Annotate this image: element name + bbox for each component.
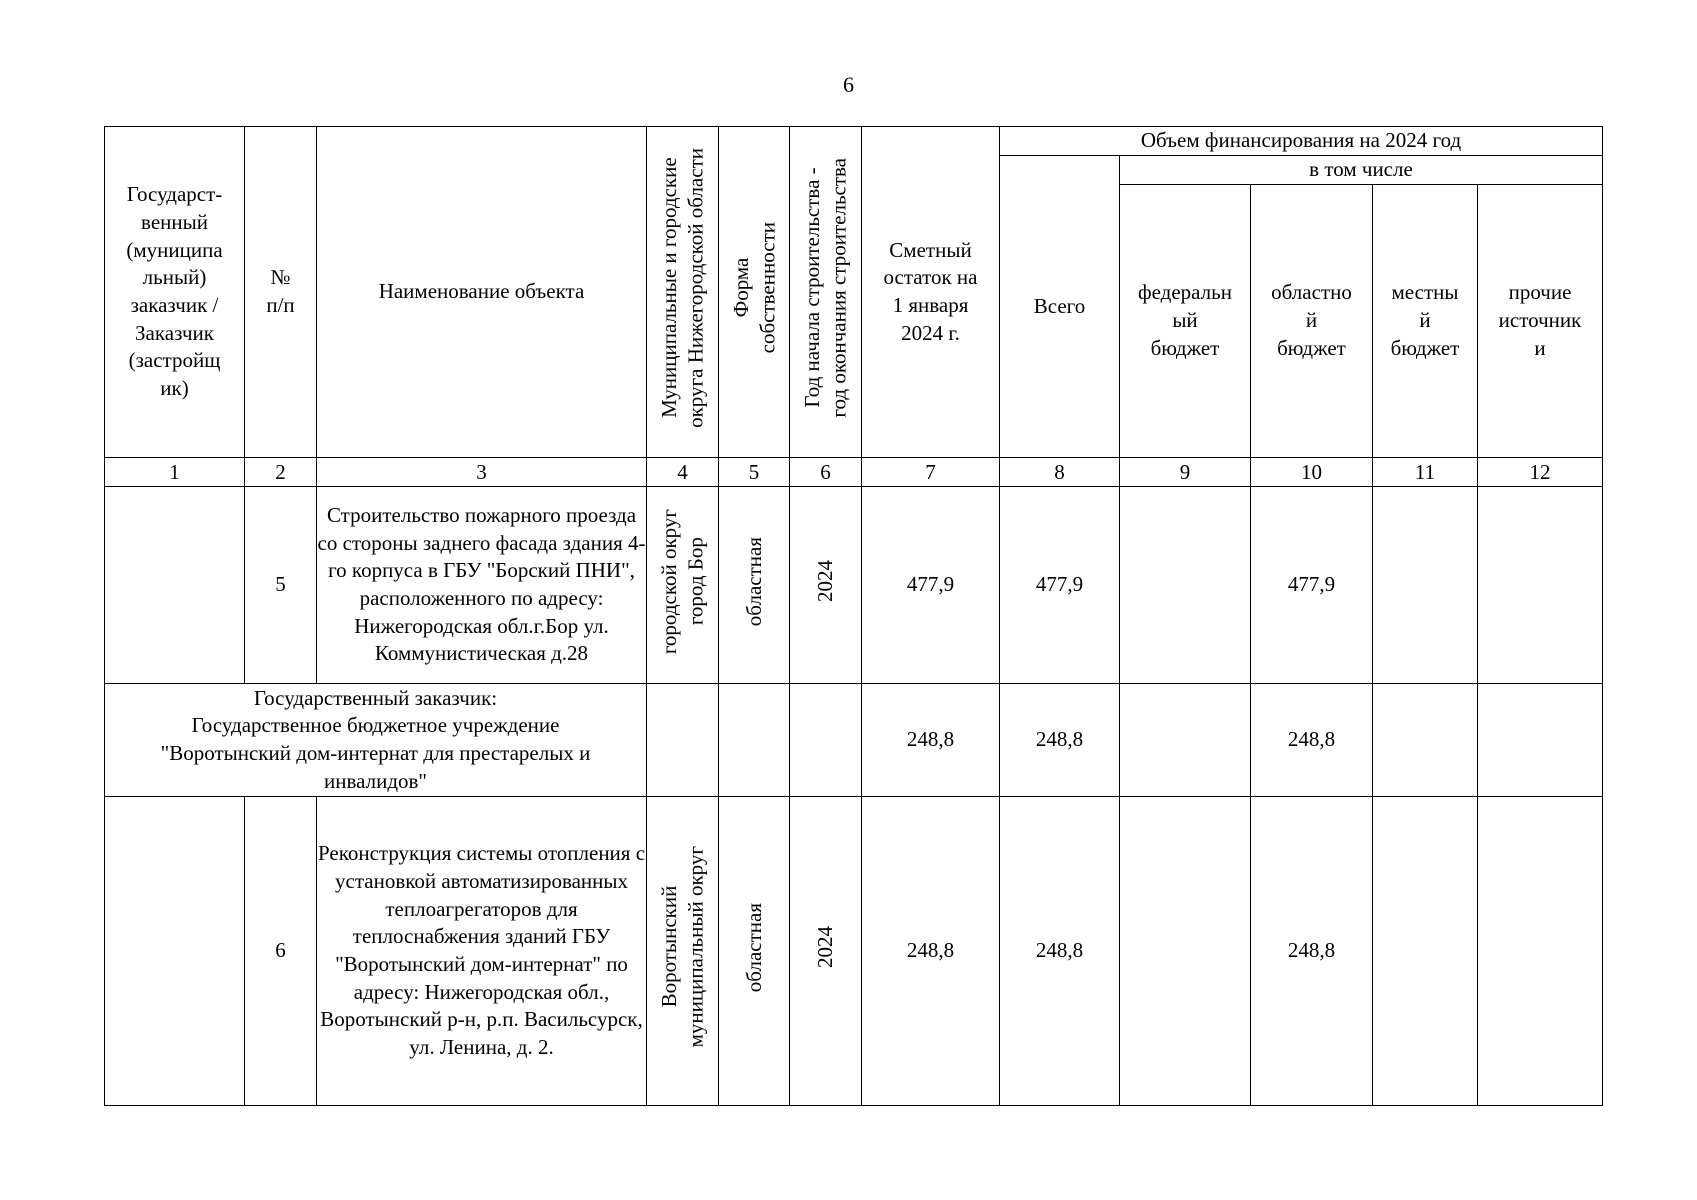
row-total: 248,8: [1000, 797, 1120, 1106]
row-local: [1373, 797, 1478, 1106]
header-federal: федеральн ый бюджет: [1120, 185, 1251, 458]
row-regional: 477,9: [1251, 487, 1373, 684]
header-customer: Государст- венный (муниципа льный) заказчик / Заказчик (застройщ ик): [105, 127, 245, 458]
column-number: 12: [1478, 458, 1603, 487]
header-other: прочие источник и: [1478, 185, 1603, 458]
row-ownership: [719, 797, 790, 1106]
row-years-label: 2024: [813, 560, 838, 603]
header-local: местны й бюджет: [1373, 185, 1478, 458]
row-number: 6: [245, 797, 317, 1106]
column-number: 3: [317, 458, 647, 487]
header-regional: областно й бюджет: [1251, 185, 1373, 458]
row-municipality-label: городской округ город Бор: [657, 508, 708, 654]
column-number: 9: [1120, 458, 1251, 487]
row-local: [1373, 487, 1478, 684]
row-ownership-label: областная: [741, 536, 766, 626]
row-ownership-label: областная: [741, 902, 766, 992]
group-title: Государственный заказчик: Государственное бюджетное учреждение "Воротынский дом-интернат для престарелых и инвалидов": [105, 684, 647, 797]
row-estimate: 477,9: [862, 487, 1000, 684]
header-municipality: [647, 127, 719, 458]
row-federal: [1120, 797, 1251, 1106]
header-municipality-label: Муниципальные и городские округа Нижегородской области: [657, 148, 708, 429]
row-years: [790, 797, 862, 1106]
financing-table: [104, 126, 1603, 1106]
column-number: 11: [1373, 458, 1478, 487]
row-ownership: [719, 487, 790, 684]
column-number: 4: [647, 458, 719, 487]
page-number: 6: [843, 72, 854, 97]
group-regional: 248,8: [1251, 684, 1373, 797]
row-other: [1478, 487, 1603, 684]
header-total: Всего: [1000, 156, 1120, 458]
group-local: [1373, 684, 1478, 797]
row-other: [1478, 797, 1603, 1106]
group-years: [790, 684, 862, 797]
row-municipality-label: Воротынский муниципальный округ: [657, 846, 708, 1048]
row-municipality: [647, 797, 719, 1106]
header-ownership-label: Форма собственности: [728, 222, 779, 354]
row-years-label: 2024: [813, 926, 838, 969]
column-number: 6: [790, 458, 862, 487]
column-number: 1: [105, 458, 245, 487]
group-federal: [1120, 684, 1251, 797]
column-number: 2: [245, 458, 317, 487]
row-object-name: Реконструкция системы отопления с установкой автоматизированных теплоагрегаторов для теплоснабжения зданий ГБУ "Воротынский дом-интернат" по адресу: Нижегородская обл., Воротынский р-н, р.п. Васильсурск, ул. Ленина, д. 2.: [317, 797, 647, 1106]
row-federal: [1120, 487, 1251, 684]
group-total: 248,8: [1000, 684, 1120, 797]
group-estimate: 248,8: [862, 684, 1000, 797]
group-ownership: [719, 684, 790, 797]
row-total: 477,9: [1000, 487, 1120, 684]
column-number: 5: [719, 458, 790, 487]
customer-group-row: [105, 684, 1603, 797]
header-estimate: Сметный остаток на 1 января 2024 г.: [862, 127, 1000, 458]
table-row: [105, 487, 1603, 684]
column-numbers-row: [105, 458, 1603, 487]
row-customer: [105, 487, 245, 684]
row-customer: [105, 797, 245, 1106]
row-years: [790, 487, 862, 684]
column-number: 8: [1000, 458, 1120, 487]
column-number: 7: [862, 458, 1000, 487]
row-regional: 248,8: [1251, 797, 1373, 1106]
header-financing: Объем финансирования на 2024 год: [1000, 127, 1603, 156]
header-years-label: Год начала строительства - год окончания строительства: [800, 158, 851, 418]
header-years: [790, 127, 862, 458]
header-number: № п/п: [245, 127, 317, 458]
table-row: [105, 797, 1603, 1106]
row-estimate: 248,8: [862, 797, 1000, 1106]
header-including: в том числе: [1120, 156, 1603, 185]
row-object-name: Строительство пожарного проезда со стороны заднего фасада здания 4-го корпуса в ГБУ "Борский ПНИ", расположенного по адресу: Нижегородская обл.г.Бор ул. Коммунистическая д.28: [317, 487, 647, 684]
header-object-name: Наименование объекта: [317, 127, 647, 458]
row-number: 5: [245, 487, 317, 684]
group-municipality: [647, 684, 719, 797]
header-ownership: [719, 127, 790, 458]
column-number: 10: [1251, 458, 1373, 487]
row-municipality: [647, 487, 719, 684]
group-other: [1478, 684, 1603, 797]
